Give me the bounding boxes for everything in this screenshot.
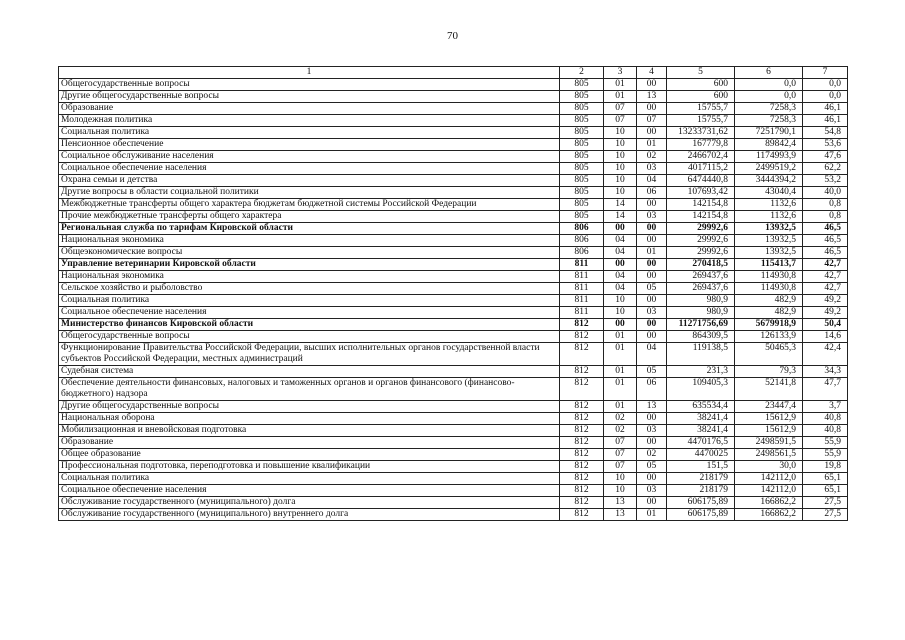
- table-row: [59, 331, 848, 343]
- plan-amount-cell: 29992,6: [667, 247, 735, 259]
- subsection-code-cell: 00: [637, 473, 667, 485]
- section-code-cell: 01: [604, 79, 637, 91]
- actual-amount-cell: 482,9: [735, 307, 803, 319]
- header-cell: 6: [735, 67, 803, 79]
- section-code-cell: 07: [604, 115, 637, 127]
- subsection-code-cell: 00: [637, 103, 667, 115]
- row-name-cell: Социальное обеспечение населения: [59, 163, 560, 175]
- ministry-code-cell: 805: [560, 175, 604, 187]
- section-code-cell: 04: [604, 247, 637, 259]
- row-name-cell: Другие общегосударственные вопросы: [59, 401, 560, 413]
- actual-amount-cell: 115413,7: [735, 259, 803, 271]
- section-code-cell: 01: [604, 91, 637, 103]
- ministry-code-cell: 812: [560, 331, 604, 343]
- ministry-code-cell: 811: [560, 307, 604, 319]
- header-cell: 5: [667, 67, 735, 79]
- subsection-code-cell: 03: [637, 307, 667, 319]
- section-code-cell: 04: [604, 283, 637, 295]
- table-row: [59, 437, 848, 449]
- header-cell: 7: [803, 67, 848, 79]
- subsection-code-cell: 00: [637, 271, 667, 283]
- ministry-code-cell: 811: [560, 259, 604, 271]
- percent-cell: 46,1: [803, 103, 848, 115]
- table-row: [59, 187, 848, 199]
- ministry-code-cell: 812: [560, 485, 604, 497]
- section-code-cell: 10: [604, 295, 637, 307]
- row-name-cell: Социальное обеспечение населения: [59, 485, 560, 497]
- subsection-code-cell: 05: [637, 366, 667, 378]
- table-row: [59, 235, 848, 247]
- plan-amount-cell: 270418,5: [667, 259, 735, 271]
- subsection-code-cell: 06: [637, 187, 667, 199]
- row-name-cell: Прочие межбюджетные трансферты общего характера: [59, 211, 560, 223]
- ministry-code-cell: 812: [560, 497, 604, 509]
- plan-amount-cell: 980,9: [667, 307, 735, 319]
- subsection-code-cell: 00: [637, 223, 667, 235]
- section-code-cell: 10: [604, 139, 637, 151]
- actual-amount-cell: 23447,4: [735, 401, 803, 413]
- actual-amount-cell: 0,0: [735, 91, 803, 103]
- row-name-cell: Социальное обеспечение населения: [59, 307, 560, 319]
- subsection-code-cell: 01: [637, 139, 667, 151]
- subsection-code-cell: 07: [637, 115, 667, 127]
- actual-amount-cell: 50465,3: [735, 343, 803, 366]
- table-body: [59, 79, 848, 521]
- subsection-code-cell: 00: [637, 127, 667, 139]
- ministry-code-cell: 812: [560, 401, 604, 413]
- row-name-cell: Пенсионное обеспечение: [59, 139, 560, 151]
- percent-cell: 42,7: [803, 283, 848, 295]
- table-row: [59, 283, 848, 295]
- actual-amount-cell: 89842,4: [735, 139, 803, 151]
- percent-cell: 46,5: [803, 247, 848, 259]
- table-row: [59, 461, 848, 473]
- plan-amount-cell: 167779,8: [667, 139, 735, 151]
- row-name-cell: Социальное обслуживание населения: [59, 151, 560, 163]
- row-name-cell: Мобилизационная и вневойсковая подготовка: [59, 425, 560, 437]
- table-row: [59, 497, 848, 509]
- row-name-cell: Министерство финансов Кировской области: [59, 319, 560, 331]
- row-name-cell: Молодежная политика: [59, 115, 560, 127]
- plan-amount-cell: 4017115,2: [667, 163, 735, 175]
- ministry-code-cell: 812: [560, 343, 604, 366]
- section-code-cell: 01: [604, 343, 637, 366]
- plan-amount-cell: 600: [667, 91, 735, 103]
- subsection-code-cell: 02: [637, 151, 667, 163]
- section-code-cell: 01: [604, 401, 637, 413]
- plan-amount-cell: 38241,4: [667, 425, 735, 437]
- plan-amount-cell: 635534,4: [667, 401, 735, 413]
- ministry-code-cell: 805: [560, 79, 604, 91]
- ministry-code-cell: 812: [560, 378, 604, 401]
- percent-cell: 40,0: [803, 187, 848, 199]
- actual-amount-cell: 1132,6: [735, 211, 803, 223]
- subsection-code-cell: 04: [637, 343, 667, 366]
- actual-amount-cell: 13932,5: [735, 235, 803, 247]
- percent-cell: 3,7: [803, 401, 848, 413]
- plan-amount-cell: 109405,3: [667, 378, 735, 401]
- plan-amount-cell: 29992,6: [667, 235, 735, 247]
- ministry-code-cell: 805: [560, 115, 604, 127]
- section-code-cell: 10: [604, 163, 637, 175]
- plan-amount-cell: 606175,89: [667, 497, 735, 509]
- subsection-code-cell: 00: [637, 497, 667, 509]
- section-code-cell: 00: [604, 259, 637, 271]
- header-cell: 2: [560, 67, 604, 79]
- actual-amount-cell: 126133,9: [735, 331, 803, 343]
- row-name-cell: Региональная служба по тарифам Кировской области: [59, 223, 560, 235]
- ministry-code-cell: 812: [560, 319, 604, 331]
- subsection-code-cell: 03: [637, 163, 667, 175]
- section-code-cell: 10: [604, 127, 637, 139]
- section-code-cell: 02: [604, 425, 637, 437]
- header-row: [59, 67, 848, 79]
- ministry-code-cell: 811: [560, 283, 604, 295]
- section-code-cell: 04: [604, 235, 637, 247]
- header-cell: 4: [637, 67, 667, 79]
- actual-amount-cell: 7258,3: [735, 115, 803, 127]
- section-code-cell: 01: [604, 366, 637, 378]
- section-code-cell: 02: [604, 413, 637, 425]
- table-row: [59, 175, 848, 187]
- table-row: [59, 366, 848, 378]
- section-code-cell: 07: [604, 461, 637, 473]
- row-name-cell: Образование: [59, 103, 560, 115]
- actual-amount-cell: 30,0: [735, 461, 803, 473]
- ministry-code-cell: 806: [560, 223, 604, 235]
- ministry-code-cell: 805: [560, 151, 604, 163]
- row-name-cell: Другие вопросы в области социальной политики: [59, 187, 560, 199]
- ministry-code-cell: 812: [560, 425, 604, 437]
- header-cell: 1: [59, 67, 560, 79]
- subsection-code-cell: 00: [637, 79, 667, 91]
- plan-amount-cell: 119138,5: [667, 343, 735, 366]
- section-code-cell: 07: [604, 103, 637, 115]
- percent-cell: 55,9: [803, 449, 848, 461]
- percent-cell: 42,4: [803, 343, 848, 366]
- actual-amount-cell: 3444394,2: [735, 175, 803, 187]
- plan-amount-cell: 218179: [667, 473, 735, 485]
- ministry-code-cell: 811: [560, 295, 604, 307]
- section-code-cell: 00: [604, 319, 637, 331]
- actual-amount-cell: 1174993,9: [735, 151, 803, 163]
- percent-cell: 46,5: [803, 235, 848, 247]
- section-code-cell: 00: [604, 223, 637, 235]
- percent-cell: 50,4: [803, 319, 848, 331]
- percent-cell: 47,7: [803, 378, 848, 401]
- percent-cell: 27,5: [803, 497, 848, 509]
- table-row: [59, 343, 848, 366]
- plan-amount-cell: 606175,89: [667, 509, 735, 521]
- percent-cell: 14,6: [803, 331, 848, 343]
- percent-cell: 40,8: [803, 425, 848, 437]
- table-row: [59, 223, 848, 235]
- row-name-cell: Общегосударственные вопросы: [59, 331, 560, 343]
- subsection-code-cell: 03: [637, 485, 667, 497]
- actual-amount-cell: 7258,3: [735, 103, 803, 115]
- plan-amount-cell: 4470025: [667, 449, 735, 461]
- plan-amount-cell: 15755,7: [667, 115, 735, 127]
- ministry-code-cell: 805: [560, 103, 604, 115]
- row-name-cell: Обеспечение деятельности финансовых, налоговых и таможенных органов и органов финансового (финансово-бюджетного) надзора: [59, 378, 560, 401]
- plan-amount-cell: 218179: [667, 485, 735, 497]
- percent-cell: 34,3: [803, 366, 848, 378]
- subsection-code-cell: 03: [637, 211, 667, 223]
- plan-amount-cell: 15755,7: [667, 103, 735, 115]
- percent-cell: 65,1: [803, 485, 848, 497]
- section-code-cell: 01: [604, 378, 637, 401]
- plan-amount-cell: 29992,6: [667, 223, 735, 235]
- plan-amount-cell: 4470176,5: [667, 437, 735, 449]
- percent-cell: 0,8: [803, 211, 848, 223]
- actual-amount-cell: 43040,4: [735, 187, 803, 199]
- percent-cell: 0,0: [803, 91, 848, 103]
- table-row: [59, 413, 848, 425]
- section-code-cell: 07: [604, 437, 637, 449]
- row-name-cell: Обслуживание государственного (муниципального) долга: [59, 497, 560, 509]
- percent-cell: 53,2: [803, 175, 848, 187]
- actual-amount-cell: 15612,9: [735, 413, 803, 425]
- actual-amount-cell: 2499519,2: [735, 163, 803, 175]
- table-row: [59, 378, 848, 401]
- row-name-cell: Общее образование: [59, 449, 560, 461]
- table-row: [59, 139, 848, 151]
- ministry-code-cell: 812: [560, 509, 604, 521]
- row-name-cell: Социальная политика: [59, 295, 560, 307]
- table-row: [59, 211, 848, 223]
- ministry-code-cell: 812: [560, 461, 604, 473]
- section-code-cell: 10: [604, 473, 637, 485]
- percent-cell: 0,8: [803, 199, 848, 211]
- row-name-cell: Межбюджетные трансферты общего характера бюджетам бюджетной системы Российской Федерации: [59, 199, 560, 211]
- actual-amount-cell: 15612,9: [735, 425, 803, 437]
- row-name-cell: Социальная политика: [59, 127, 560, 139]
- row-name-cell: Охрана семьи и детства: [59, 175, 560, 187]
- subsection-code-cell: 02: [637, 449, 667, 461]
- table-row: [59, 103, 848, 115]
- plan-amount-cell: 269437,6: [667, 283, 735, 295]
- percent-cell: 53,6: [803, 139, 848, 151]
- table-row: [59, 259, 848, 271]
- percent-cell: 42,7: [803, 259, 848, 271]
- actual-amount-cell: 2498561,5: [735, 449, 803, 461]
- subsection-code-cell: 05: [637, 461, 667, 473]
- ministry-code-cell: 805: [560, 163, 604, 175]
- subsection-code-cell: 01: [637, 247, 667, 259]
- actual-amount-cell: 114930,8: [735, 271, 803, 283]
- section-code-cell: 10: [604, 307, 637, 319]
- row-name-cell: Национальная экономика: [59, 271, 560, 283]
- table-row: [59, 271, 848, 283]
- percent-cell: 55,9: [803, 437, 848, 449]
- actual-amount-cell: 142112,0: [735, 473, 803, 485]
- ministry-code-cell: 812: [560, 473, 604, 485]
- actual-amount-cell: 13932,5: [735, 223, 803, 235]
- section-code-cell: 10: [604, 175, 637, 187]
- subsection-code-cell: 00: [637, 437, 667, 449]
- subsection-code-cell: 13: [637, 401, 667, 413]
- subsection-code-cell: 00: [637, 259, 667, 271]
- row-name-cell: Профессиональная подготовка, переподготовка и повышение квалификации: [59, 461, 560, 473]
- plan-amount-cell: 864309,5: [667, 331, 735, 343]
- actual-amount-cell: 5679918,9: [735, 319, 803, 331]
- section-code-cell: 14: [604, 199, 637, 211]
- table-row: [59, 91, 848, 103]
- actual-amount-cell: 1132,6: [735, 199, 803, 211]
- ministry-code-cell: 812: [560, 413, 604, 425]
- table-row: [59, 247, 848, 259]
- plan-amount-cell: 6474440,8: [667, 175, 735, 187]
- row-name-cell: Функционирование Правительства Российской Федерации, высших исполнительных органов государственной власти субъектов Российской Федерации, местных администраций: [59, 343, 560, 366]
- plan-amount-cell: 11271756,69: [667, 319, 735, 331]
- table-row: [59, 319, 848, 331]
- row-name-cell: Национальная экономика: [59, 235, 560, 247]
- subsection-code-cell: 00: [637, 413, 667, 425]
- table-row: [59, 295, 848, 307]
- row-name-cell: Обслуживание государственного (муниципального) внутреннего долга: [59, 509, 560, 521]
- percent-cell: 0,0: [803, 79, 848, 91]
- ministry-code-cell: 805: [560, 91, 604, 103]
- ministry-code-cell: 811: [560, 271, 604, 283]
- percent-cell: 42,7: [803, 271, 848, 283]
- ministry-code-cell: 805: [560, 139, 604, 151]
- actual-amount-cell: 52141,8: [735, 378, 803, 401]
- actual-amount-cell: 482,9: [735, 295, 803, 307]
- actual-amount-cell: 166862,2: [735, 497, 803, 509]
- section-code-cell: 07: [604, 449, 637, 461]
- ministry-code-cell: 805: [560, 211, 604, 223]
- plan-amount-cell: 142154,8: [667, 211, 735, 223]
- table-row: [59, 307, 848, 319]
- budget-table: [58, 66, 848, 521]
- plan-amount-cell: 13233731,62: [667, 127, 735, 139]
- actual-amount-cell: 79,3: [735, 366, 803, 378]
- subsection-code-cell: 00: [637, 199, 667, 211]
- section-code-cell: 10: [604, 187, 637, 199]
- actual-amount-cell: 166862,2: [735, 509, 803, 521]
- ministry-code-cell: 806: [560, 247, 604, 259]
- section-code-cell: 14: [604, 211, 637, 223]
- subsection-code-cell: 03: [637, 425, 667, 437]
- plan-amount-cell: 231,3: [667, 366, 735, 378]
- ministry-code-cell: 805: [560, 127, 604, 139]
- header-cell: 3: [604, 67, 637, 79]
- subsection-code-cell: 06: [637, 378, 667, 401]
- plan-amount-cell: 151,5: [667, 461, 735, 473]
- percent-cell: 27,5: [803, 509, 848, 521]
- section-code-cell: 04: [604, 271, 637, 283]
- subsection-code-cell: 00: [637, 295, 667, 307]
- subsection-code-cell: 05: [637, 283, 667, 295]
- subsection-code-cell: 00: [637, 331, 667, 343]
- section-code-cell: 10: [604, 151, 637, 163]
- ministry-code-cell: 812: [560, 449, 604, 461]
- table-row: [59, 199, 848, 211]
- subsection-code-cell: 13: [637, 91, 667, 103]
- plan-amount-cell: 142154,8: [667, 199, 735, 211]
- subsection-code-cell: 00: [637, 235, 667, 247]
- table-row: [59, 115, 848, 127]
- table-row: [59, 473, 848, 485]
- percent-cell: 46,1: [803, 115, 848, 127]
- table-row: [59, 79, 848, 91]
- section-code-cell: 10: [604, 485, 637, 497]
- row-name-cell: Социальная политика: [59, 473, 560, 485]
- percent-cell: 54,8: [803, 127, 848, 139]
- ministry-code-cell: 805: [560, 199, 604, 211]
- percent-cell: 40,8: [803, 413, 848, 425]
- percent-cell: 47,6: [803, 151, 848, 163]
- actual-amount-cell: 2498591,5: [735, 437, 803, 449]
- table-row: [59, 449, 848, 461]
- table-row: [59, 401, 848, 413]
- plan-amount-cell: 269437,6: [667, 271, 735, 283]
- table-row: [59, 509, 848, 521]
- row-name-cell: Образование: [59, 437, 560, 449]
- plan-amount-cell: 2466702,4: [667, 151, 735, 163]
- percent-cell: 65,1: [803, 473, 848, 485]
- row-name-cell: Судебная система: [59, 366, 560, 378]
- table-row: [59, 151, 848, 163]
- percent-cell: 62,2: [803, 163, 848, 175]
- ministry-code-cell: 805: [560, 187, 604, 199]
- subsection-code-cell: 01: [637, 509, 667, 521]
- subsection-code-cell: 00: [637, 319, 667, 331]
- table-row: [59, 163, 848, 175]
- actual-amount-cell: 7251790,1: [735, 127, 803, 139]
- page-number: 70: [447, 30, 458, 42]
- row-name-cell: Общеэкономические вопросы: [59, 247, 560, 259]
- ministry-code-cell: 812: [560, 437, 604, 449]
- plan-amount-cell: 600: [667, 79, 735, 91]
- plan-amount-cell: 980,9: [667, 295, 735, 307]
- ministry-code-cell: 806: [560, 235, 604, 247]
- row-name-cell: Сельское хозяйство и рыболовство: [59, 283, 560, 295]
- percent-cell: 49,2: [803, 307, 848, 319]
- row-name-cell: Общегосударственные вопросы: [59, 79, 560, 91]
- percent-cell: 19,8: [803, 461, 848, 473]
- actual-amount-cell: 142112,0: [735, 485, 803, 497]
- section-code-cell: 13: [604, 497, 637, 509]
- plan-amount-cell: 38241,4: [667, 413, 735, 425]
- actual-amount-cell: 0,0: [735, 79, 803, 91]
- table-row: [59, 485, 848, 497]
- ministry-code-cell: 812: [560, 366, 604, 378]
- row-name-cell: Национальная оборона: [59, 413, 560, 425]
- actual-amount-cell: 114930,8: [735, 283, 803, 295]
- table-row: [59, 127, 848, 139]
- subsection-code-cell: 04: [637, 175, 667, 187]
- plan-amount-cell: 107693,42: [667, 187, 735, 199]
- row-name-cell: Управление ветеринарии Кировской области: [59, 259, 560, 271]
- section-code-cell: 01: [604, 331, 637, 343]
- actual-amount-cell: 13932,5: [735, 247, 803, 259]
- table-row: [59, 425, 848, 437]
- section-code-cell: 13: [604, 509, 637, 521]
- row-name-cell: Другие общегосударственные вопросы: [59, 91, 560, 103]
- percent-cell: 49,2: [803, 295, 848, 307]
- percent-cell: 46,5: [803, 223, 848, 235]
